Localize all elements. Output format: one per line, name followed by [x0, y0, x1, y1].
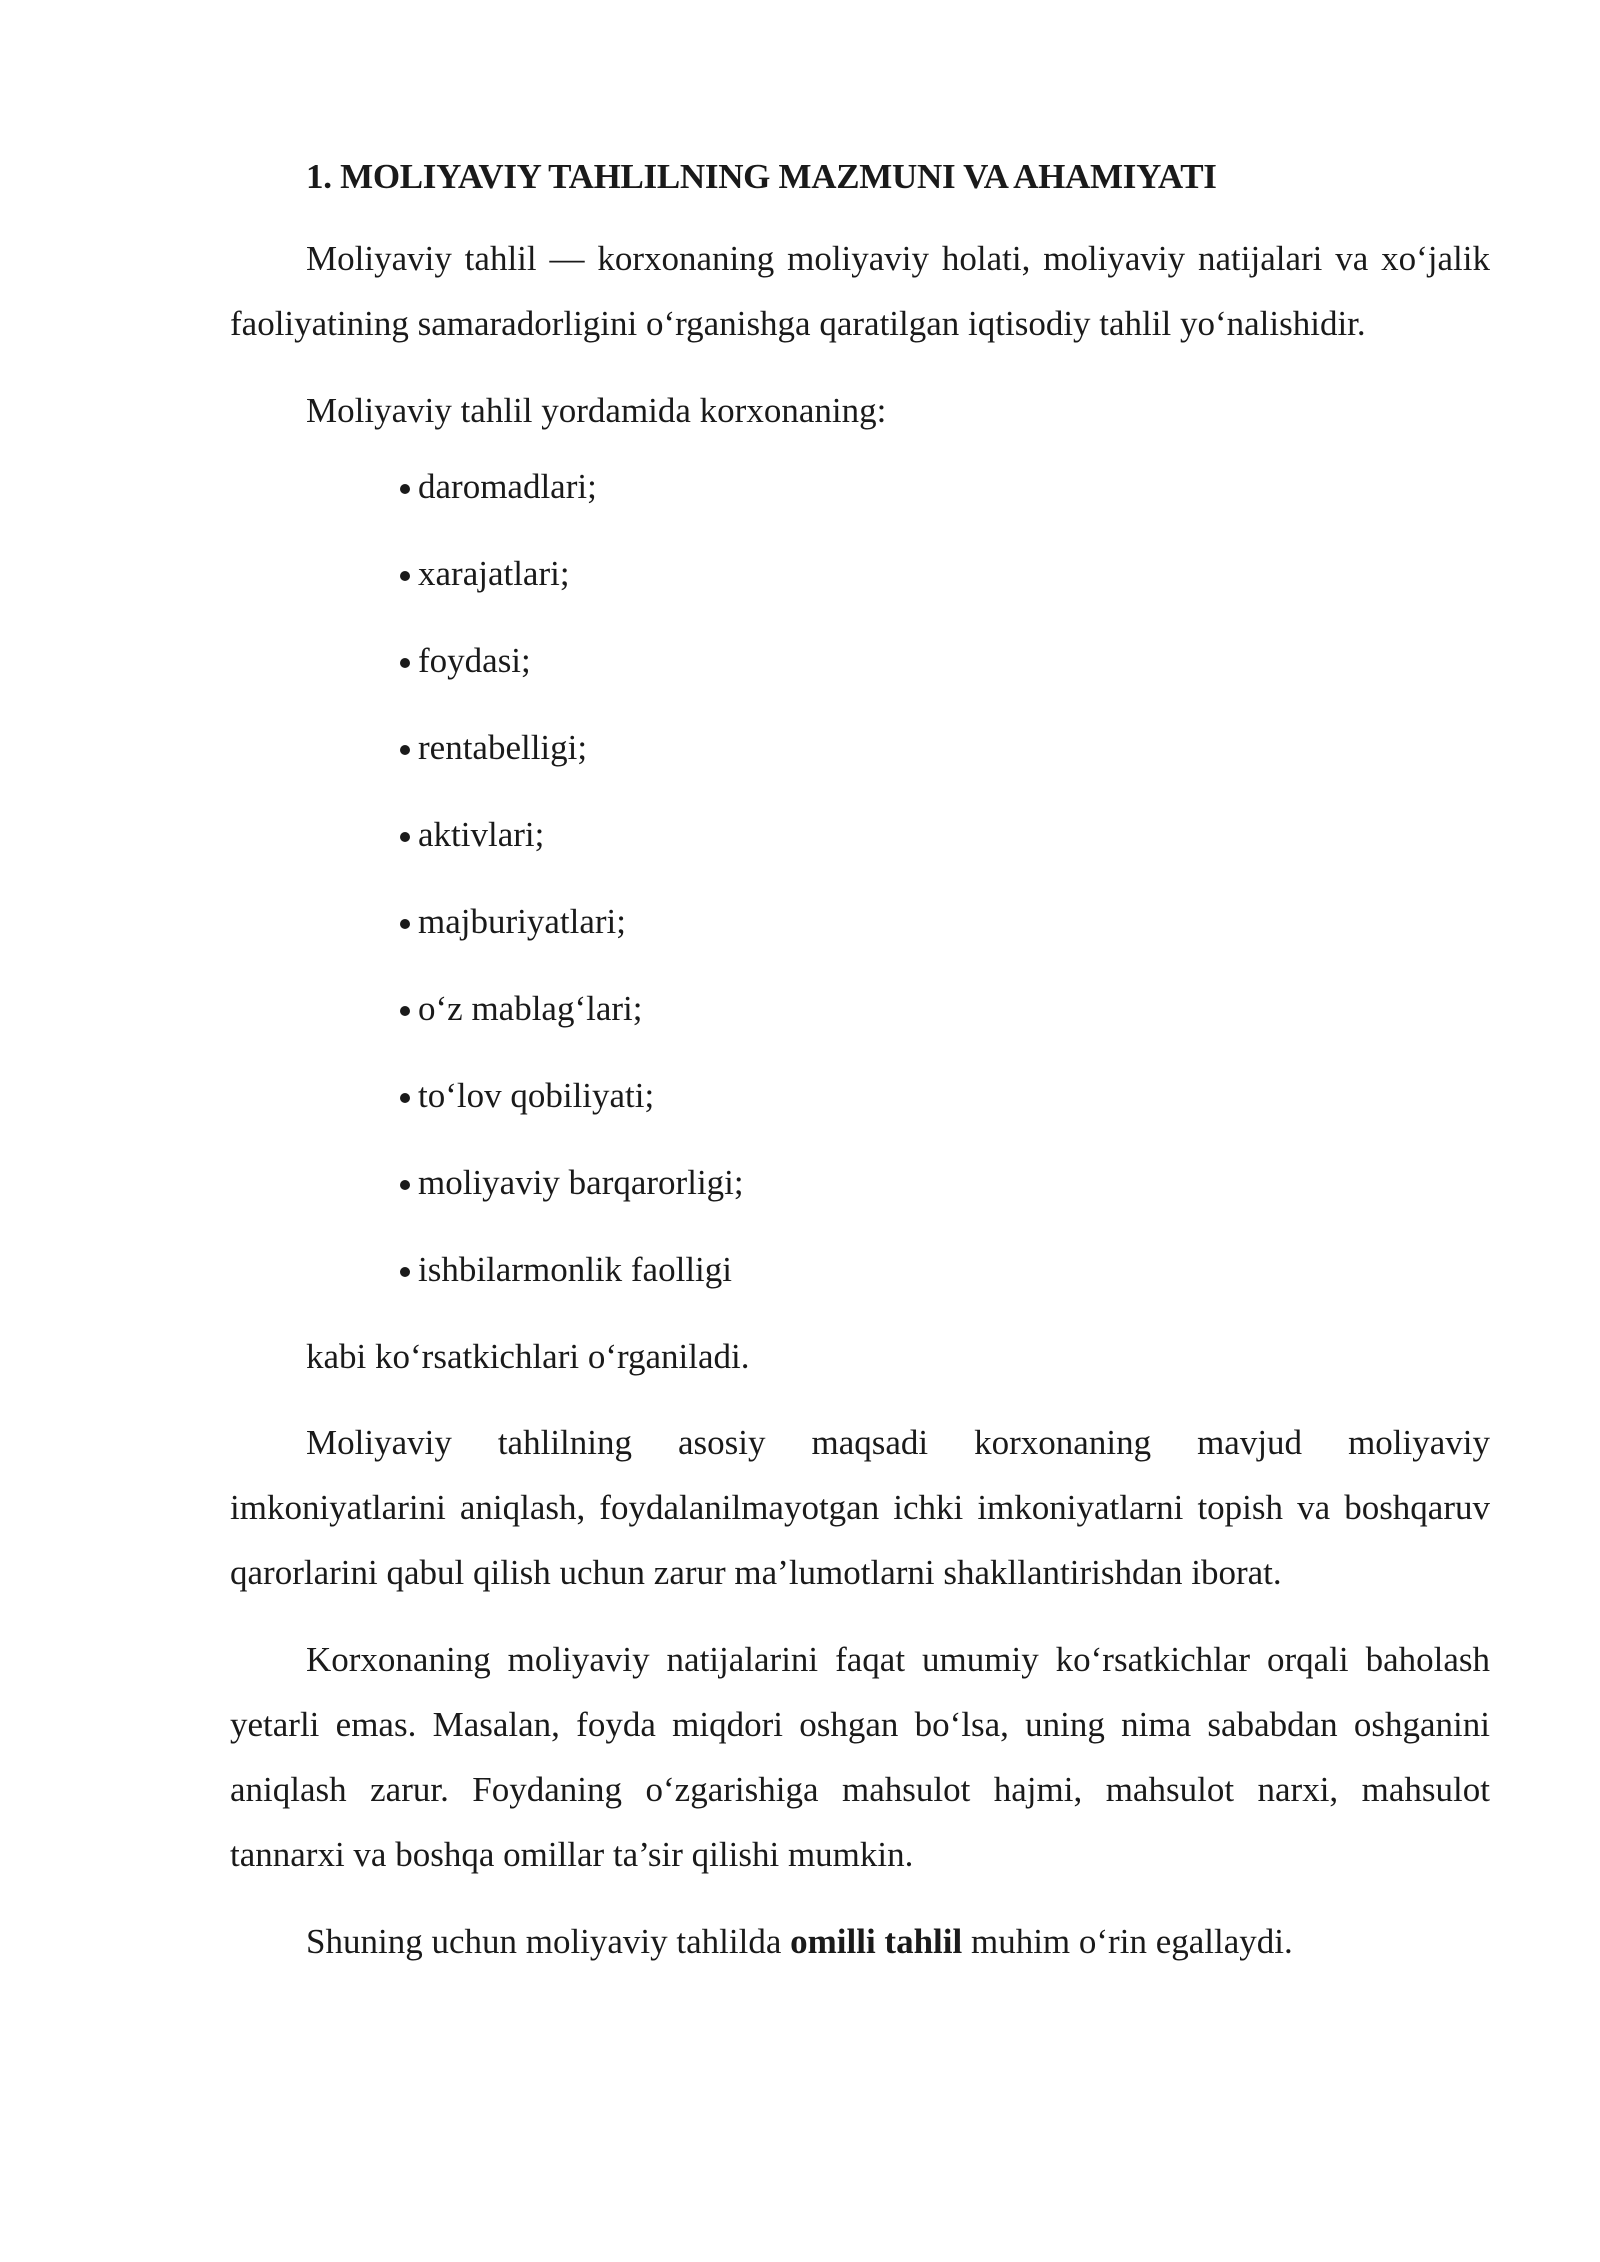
list-item	[400, 791, 1490, 878]
list-item-text: rentabelligi;	[418, 728, 588, 767]
bullet-icon	[400, 1180, 410, 1190]
list-item-text: ishbilarmonlik faolligi	[418, 1250, 732, 1289]
list-item	[400, 1139, 1490, 1226]
bullet-icon	[400, 832, 410, 842]
list-item	[400, 530, 1490, 617]
bullet-icon	[400, 1267, 410, 1277]
paragraph-factor-analysis	[230, 1909, 1490, 1974]
bullet-icon	[400, 1006, 410, 1016]
bullet-icon	[400, 484, 410, 494]
text-run: muhim o‘rin egallaydi.	[962, 1922, 1293, 1961]
paragraph-intro-list: Moliyaviy tahlil yordamida korxonaning:	[306, 391, 887, 430]
list-item	[400, 878, 1490, 965]
list-item-text: aktivlari;	[418, 815, 545, 854]
bullet-icon	[400, 745, 410, 755]
paragraph-list-conclusion: kabi ko‘rsatkichlari o‘rganiladi.	[306, 1337, 750, 1376]
list-item	[400, 965, 1490, 1052]
list-item-text: moliyaviy barqarorligi;	[418, 1163, 744, 1202]
list-item	[400, 1226, 1490, 1313]
bullet-icon	[400, 658, 410, 668]
section-heading: 1. MOLIYAVIY TAHLILNING MAZMUNI VA AHAMIYATI	[306, 157, 1217, 196]
indicator-list	[230, 443, 1490, 1313]
list-item-text: majburiyatlari;	[418, 902, 626, 941]
list-item-text: foydasi;	[418, 641, 531, 680]
paragraph-definition: Moliyaviy tahlil — korxonaning moliyaviy holati, moliyaviy natijalari va xo‘jalik faoliyatining samaradorligini o‘rganishga qaratilgan iqtisodiy tahlil yo‘nalishidir.	[230, 239, 1490, 343]
list-item-text: to‘lov qobiliyati;	[418, 1076, 655, 1115]
list-item-text: daromadlari;	[418, 467, 597, 506]
list-item-text: xarajatlari;	[418, 554, 570, 593]
paragraph-goal: Moliyaviy tahlilning asosiy maqsadi korxonaning mavjud moliyaviy imkoniyatlarini aniqlash, foydalanilmayotgan ichki imkoniyatlarni topish va boshqaruv qarorlarini qabul qilish uchun zarur ma’lumotlarni shakllantirishdan iborat.	[230, 1423, 1490, 1592]
list-item	[400, 617, 1490, 704]
document-page	[230, 150, 1490, 1996]
bullet-icon	[400, 919, 410, 929]
list-item	[400, 443, 1490, 530]
bold-term: omilli tahlil	[790, 1922, 963, 1961]
bullet-icon	[400, 571, 410, 581]
list-item	[400, 1052, 1490, 1139]
list-item	[400, 704, 1490, 791]
bullet-icon	[400, 1093, 410, 1103]
list-item-text: o‘z mablag‘lari;	[418, 989, 643, 1028]
paragraph-results: Korxonaning moliyaviy natijalarini faqat umumiy ko‘rsatkichlar orqali baholash yetarli emas. Masalan, foyda miqdori oshgan bo‘lsa, uning nima sababdan oshganini aniqlash zarur. Foydaning o‘zgarishiga mahsulot hajmi, mahsulot narxi, mahsulot tannarxi va boshqa omillar ta’sir qilishi mumkin.	[230, 1640, 1490, 1874]
text-run: Shuning uchun moliyaviy tahlilda	[306, 1922, 791, 1961]
